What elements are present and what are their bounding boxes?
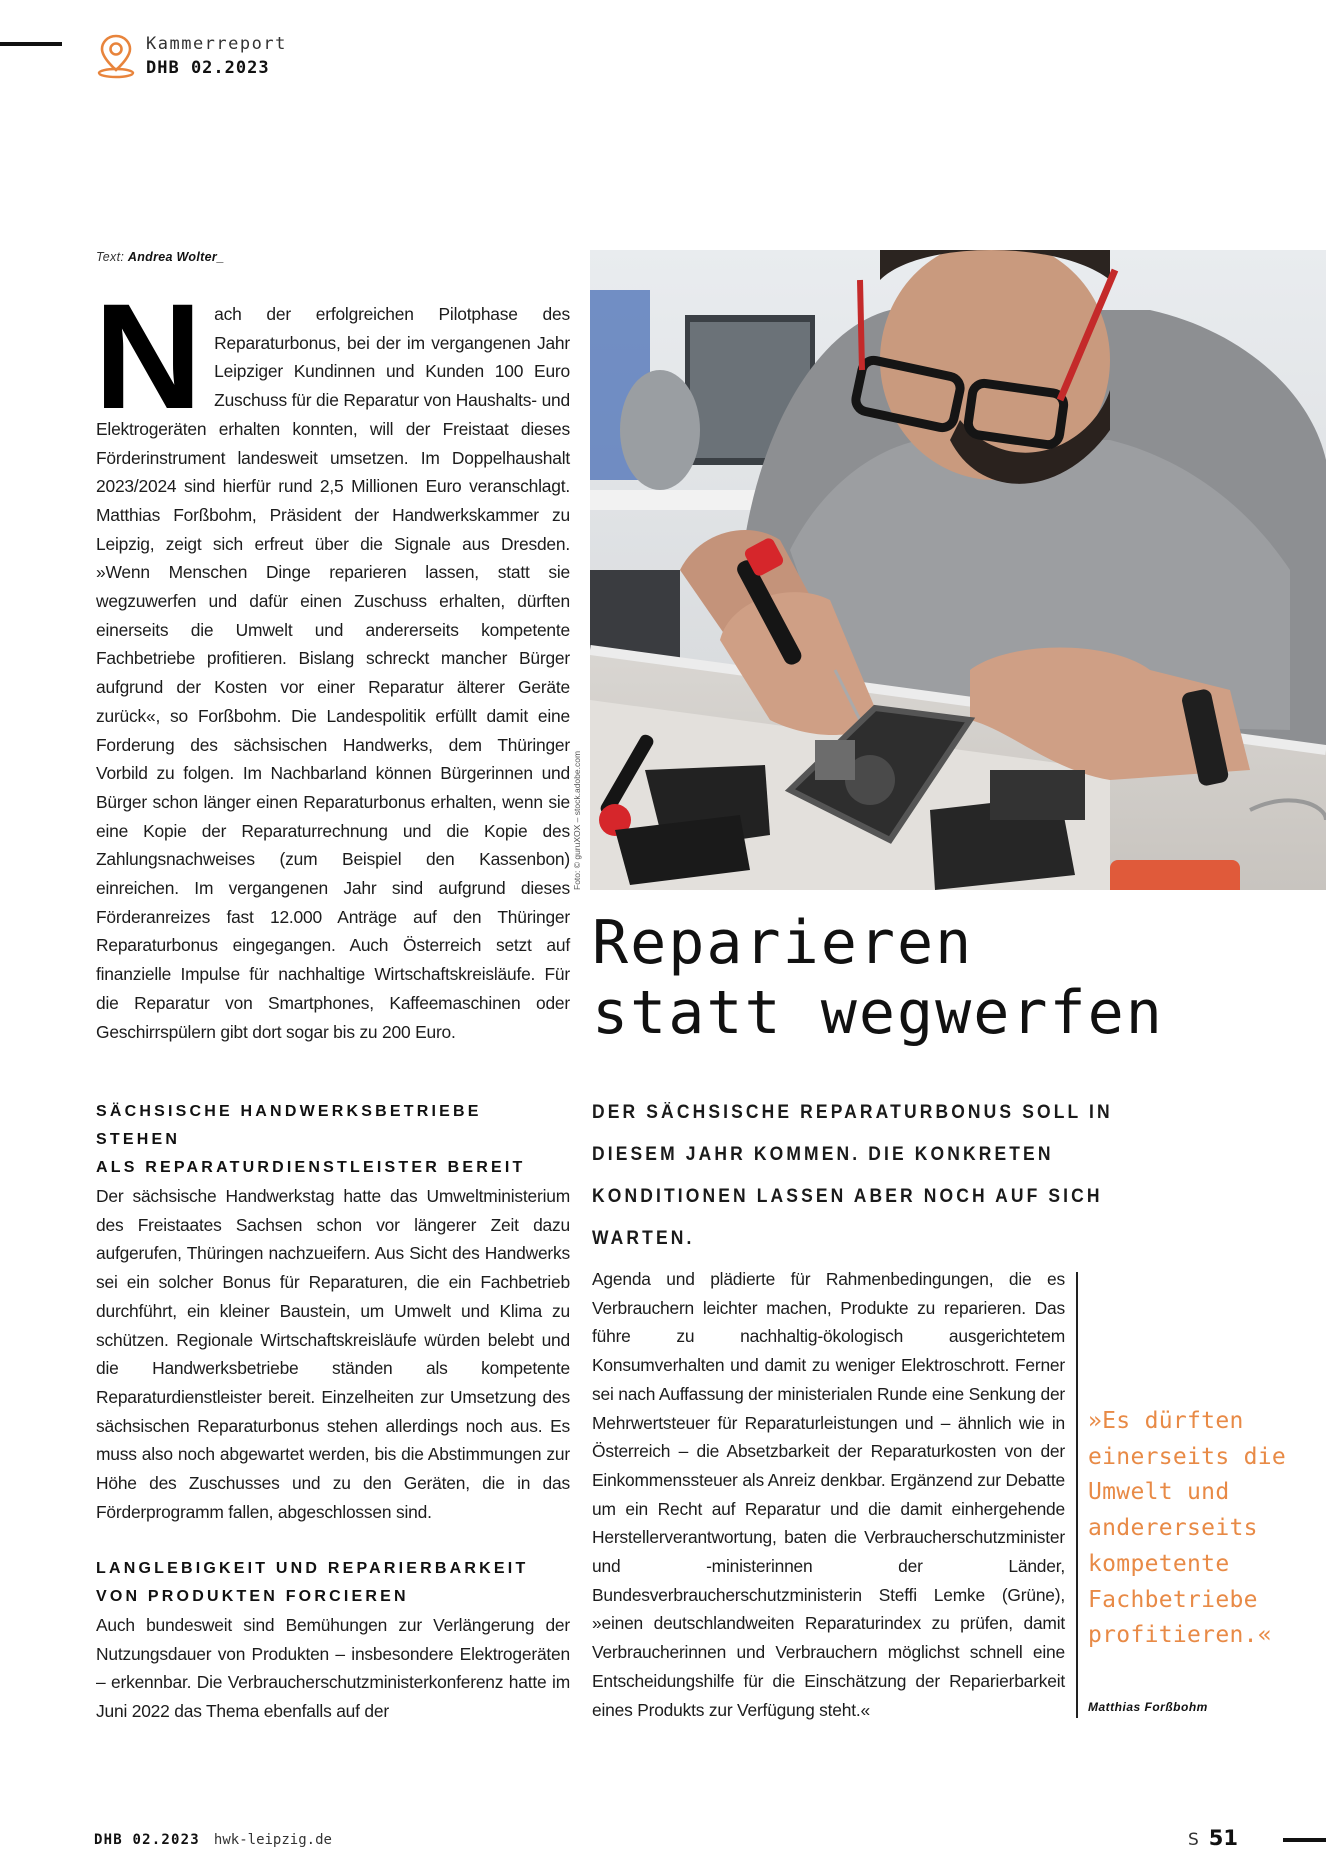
section-kicker: Kammerreport <box>146 33 287 54</box>
page-indicator <box>1188 1826 1238 1850</box>
section-2-heading-line2: VON PRODUKTEN FORCIEREN <box>96 1588 409 1605</box>
repair-photo-illustration <box>590 250 1326 890</box>
page-prefix: S <box>1188 1830 1199 1850</box>
byline-prefix: Text: <box>96 250 125 264</box>
issue-label: DHB 02.2023 <box>146 58 270 78</box>
photo-credit: Foto: © guruXOX – stock.adobe.com <box>572 750 582 890</box>
pullquote-rule <box>1076 1272 1078 1718</box>
section-1-heading <box>96 1098 570 1182</box>
intro-paragraph <box>94 272 570 1046</box>
footer-issue: DHB 02.2023 <box>94 1832 200 1848</box>
header-rule <box>0 42 62 46</box>
location-pin-icon <box>96 32 136 80</box>
byline <box>96 250 224 264</box>
pullquote-author: Matthias Forßbohm <box>1088 1700 1208 1714</box>
section-2 <box>96 1555 570 1726</box>
section-2-continued: Agenda und plädierte für Rahmenbedingungen, die es Verbrauchern leichter machen, Produkte zu reparieren. Das führe zu nachhaltig-ökologisch ausgerichtetem Konsumverhalten und damit zu weniger Elektroschrott. Ferner sei nach Auffassung der ministerialen Runde eine Senkung der Mehrwertsteuer für Reparaturleistungen und – ähnlich wie in Österreich – die Absetzbarkeit der Reparaturkosten von der Einkommenssteuer als Anreiz denkbar. Ergänzend zur Debatte um ein Recht auf Reparatur und die damit einhergehende Herstellerverantwortung, baten die Verbraucherschutzminister und -ministerinnen der Länder, Bundesverbraucherschutzministerin Steffi Lemke (Grüne), »einen deutschlandweiten Reparaturindex zu prüfen, damit Verbraucherinnen und Verbrauchern möglichst schnell eine Entscheidungshilfe für die Einschätzung der Reparierbarkeit eines Produkts zur Verfügung steht.« <box>592 1269 1066 1720</box>
page-header <box>96 32 287 80</box>
footer-url-link[interactable]: hwk-leipzig.de <box>213 1832 332 1848</box>
section-1 <box>96 1098 570 1526</box>
section-2-body: Auch bundesweit sind Bemühungen zur Verlängerung der Nutzungsdauer von Produkten – insbesondere Elektrogeräten – erkennbar. Die Verbraucherschutzministerkonferenz hatte im Juni 2022 das Thema ebenfalls auf der <box>96 1615 570 1722</box>
section-2-heading <box>96 1555 570 1611</box>
section-1-heading-line1: SÄCHSISCHE HANDWERKSBETRIEBE STEHEN <box>96 1103 482 1148</box>
byline-author: Andrea Wolter_ <box>127 250 225 264</box>
section-1-heading-line2: ALS REPARATURDIENSTLEISTER BEREIT <box>96 1159 526 1176</box>
section-2-heading-line1: LANGLEBIGKEIT UND REPARIERBARKEIT <box>96 1560 529 1577</box>
page-number: 51 <box>1208 1826 1239 1850</box>
article-lead: DER SÄCHSISCHE REPARATURBONUS SOLL IN DIESEM JAHR KOMMEN. DIE KONKRETEN KONDITIONEN LASSEN ABER NOCH AUF SICH WARTEN. <box>592 1102 1113 1249</box>
pullquote-text: »Es dürften einerseits die Umwelt und andererseits kompetente Fachbetriebe profitieren.« <box>1088 1408 1287 1649</box>
title-line-1: Reparieren <box>592 908 974 978</box>
section-1-body: Der sächsische Handwerkstag hatte das Umweltministerium des Freistaates Sachsen schon vor längerer Zeit dazu aufgerufen, Thüringen nachzueifern. Aus Sicht des Handwerks sei ein solcher Bonus für Reparaturen, die ein Fachbetrieb durchführt, ein kleiner Baustein, um Umwelt und Klima zu schützen. Regionale Wirtschaftskreisläufe würden belebt und die Handwerksbetriebe ständen als kompetente Reparaturdienstleister bereit. Einzelheiten zur Umsetzung des sächsischen Reparaturbonus stehen allerdings noch aus. Es muss also noch abgewartet werden, bis die Abstimmungen zur Höhe des Zuschusses und zu den Geräten, die in das Förderprogramm fallen, abgeschlossen sind. <box>96 1186 570 1522</box>
footer-left <box>94 1832 332 1848</box>
article-photo <box>590 250 1326 890</box>
article-title <box>592 908 1164 1048</box>
intro-text: ach der erfolgreichen Pilotphase des Reparaturbonus, bei der im vergangenen Jahr Leipziger Kundinnen und Kunden 100 Euro Zuschuss für die Reparatur von Haushalts- und Elektrogeräten erhalten konnten, will der Freistaat dieses Förderinstrument landesweit umsetzen. Im Doppelhaushalt 2023/2024 sind hierfür rund 2,5 Millionen Euro veranschlagt. Matthias Forßbohm, Präsident der Handwerkskammer zu Leipzig, zeigt sich erfreut über die Signale aus Dresden. »Wenn Menschen Dinge reparieren lassen, statt sie wegzuwerfen und dafür einen Zuschuss erhalten, dürften einerseits die Umwelt und andererseits kompetente Fachbetriebe profitieren. Bislang schreckt mancher Bürger aufgrund der Kosten vor einer Reparatur älterer Geräte zurück«, so Forßbohm. Die Landespolitik erfüllt damit eine Forderung des sächsischen Handwerks, dem Thüringer Vorbild zu folgen. Im Nachbarland können Bürgerinnen und Bürger schon länger einen Reparaturbonus erhalten, wenn sie eine Kopie der Reparaturrechnung und die Kopie des Zahlungsnachweises (zum Beispiel den Kassenbon) einreichen. Im vergangenen Jahr sind aufgrund dieses Förderanreizes fast 12.000 Anträge auf den Thüringer Reparaturbonus eingegangen. Auch Österreich setzt auf finanzielle Impulse für nachhaltige Wirtschaftskreisläufe. Für die Reparatur von Smartphones, Kaffeemaschinen oder Geschirrspülern gibt dort sogar bis zu 200 Euro. <box>96 304 570 1042</box>
title-line-2: statt wegwerfen <box>592 978 1164 1048</box>
footer-rule <box>1283 1838 1326 1842</box>
drop-cap: N <box>94 272 203 440</box>
